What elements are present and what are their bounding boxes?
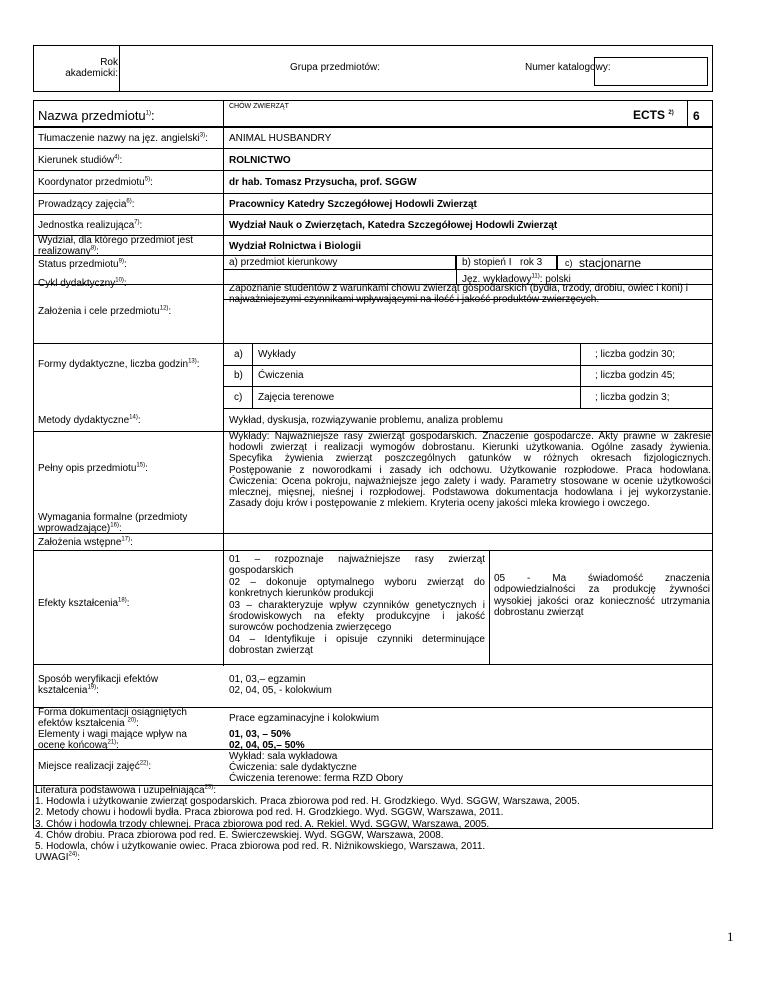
opis-line: Wykłady: Najważniejsze rasy zwierząt gospodarskich. Znaczenie gospodarcze. Akty prawne w zakresie (229, 431, 711, 442)
nazwa-label: Nazwa przedmiotu$^{1)}$: (38, 108, 155, 123)
formy-b-hours: ; liczba godzin 45; (595, 370, 676, 381)
status-c: c) (565, 258, 573, 268)
dokumentacja-value: Prace egzaminacyjne i kolokwium (229, 713, 380, 724)
efekty-left: 01 – rozpoznaje najważniejsze rasy zwierząt gospodarskich 02 – dokonuje optymalnego wyboru zwierząt do konkretnych kierunków produkcji 03 – charakteryzuje wpływ czynników genetycznych i środowiskowych na efekty produkcyjne i jakość surowców pochodzenia zwierzęcego 04 – Identyfikuje i opisuje czynniki determinujące dobrostan zwierząt (229, 554, 485, 657)
status-a: a) przedmiot kierunkowy (229, 257, 338, 268)
weryfikacja-value: 01, 03,– egzamin 02, 04, 05, - kolokwium (229, 674, 332, 696)
weryfikacja-label: Sposób weryfikacji efektów kształcenia$^{19)}$: (38, 674, 159, 696)
efekty-right: 05 - Ma świadomość znaczenia odpowiedzialności za produkcję żywności wysokiej jakości oraz konieczność utrzymania dobrostanu zwierząt (494, 573, 710, 619)
status-label: Status przedmiotu$^{9)}$: (38, 258, 127, 270)
zalozenia-text: Zapoznanie studentów z warunkami chowu zwierząt gospodarskich (bydła, trzody, drobiu, owiec i koni) i najważniejszymi czynnikami wpływającymi na ilość i jakość produktów zwierzęcych. (229, 283, 688, 305)
opis-label: Pełny opis przedmiotu$^{15)}$: (38, 462, 148, 474)
metody-label: Metody dydaktyczne$^{14)}$: (38, 414, 141, 426)
akademicki-label: akademicki: (65, 68, 118, 79)
status-rok: rok 3 (520, 257, 543, 268)
koordynator-value: dr hab. Tomasz Przysucha, prof. SGGW (229, 177, 417, 188)
zalozenia-label: Założenia i cele przedmiotu$^{12)}$: (38, 305, 172, 317)
numer-input-box[interactable] (594, 57, 708, 86)
formy-label: Formy dydaktyczne, liczba godzin$^{13)}$: (38, 358, 200, 370)
opis-line: mlecznej, mięsnej, nieśnej i rozpłodowej. Podstawowa dokumentacja hodowlana i jej wykorzystanie. (229, 487, 711, 499)
kierunek-value: ROLNICTWO (229, 155, 291, 166)
status-c-value: stacjonarne (579, 256, 642, 270)
uwagi-label: UWAGI$^{24)}$: (35, 851, 80, 864)
formy-a-letter: a) (234, 349, 243, 360)
nazwa-value: CHÓW ZWIERZĄT (229, 103, 289, 110)
efekty-label: Efekty kształcenia$^{18)}$: (38, 597, 130, 609)
literatura-item: 5. Hodowla, chów i użytkowanie owiec. Praca zbiorowa pod red. R. Niżnikowskiego, Warszawa, 2011. (35, 841, 486, 853)
wydzial-label: Wydział, dla którego przedmiot jest realizowany$^{8)}$: (38, 235, 193, 257)
prowadzacy-label: Prowadzący zajęcia$^{6)}$: (38, 198, 135, 210)
dokumentacja-label: Forma dokumentacji osiągniętych efektów kształcenia $^{20)}$: (38, 707, 187, 729)
page-number: 1 (727, 929, 734, 944)
formy-b-letter: b) (234, 370, 243, 381)
cykl-label: Cykl dydaktyczny$^{10)}$: (38, 277, 127, 289)
jednostka-label: Jednostka realizująca$^{7)}$: (38, 219, 143, 231)
ects-label: ECTS $^{2)}$ (633, 108, 674, 122)
metody-value: Wykład, dyskusja, rozwiązywanie problemu, analiza problemu (229, 415, 503, 426)
opis-text (229, 431, 711, 509)
opis-line: Postępowanie z noworodkami i zasady ich odchowu. Użytkowanie rozpłodowe. Praca hodowlana. (229, 464, 711, 476)
elementy-value: 01, 03, – 50% 02, 04, 05,– 50% (229, 729, 305, 751)
koordynator-label: Koordynator przedmiotu$^{5)}$: (38, 176, 153, 188)
miejsce-label: Miejsce realizacji zajęć$^{22)}$: (38, 760, 152, 772)
formy-b-name: Ćwiczenia (258, 370, 304, 381)
wymagania-label: Wymagania formalne (przedmioty wprowadzające)$^{16)}$: (38, 512, 188, 534)
numer-label: Numer katalogowy: (525, 62, 611, 73)
grupa-label: Grupa przedmiotów: (290, 62, 381, 73)
wydzial-value: Wydział Rolnictwa i Biologii (229, 241, 362, 252)
prowadzacy-value: Pracownicy Katedry Szczegółowej Hodowli Zwierząt (229, 199, 477, 210)
tlumaczenie-label: Tłumaczenie nazwy na jęz. angielski$^{3)}$: (38, 132, 208, 144)
formy-a-hours: ; liczba godzin 30; (595, 349, 676, 360)
miejsce-value: Wykład: sala wykładowa Ćwiczenia: sale dydaktyczne Ćwiczenia terenowe: ferma RZD Obory (229, 751, 403, 784)
opis-line: Ćwiczenia: Ocena pokroju, najważniejsze jego zalety i wady. Parametry stosowane w ocenie użytkowości (229, 475, 711, 487)
zal-wstepne-label: Założenia wstępne$^{17)}$: (38, 536, 133, 548)
literatura-item: 3. Chów i hodowla trzody chlewnej. Praca zbiorowa pod red. A. Rekiel. Wyd. SGGW, Warszawa, 2005. (35, 818, 490, 830)
literatura (35, 785, 711, 863)
jednostka-value: Wydział Nauk o Zwierzętach, Katedra Szczegółowej Hodowli Zwierząt (229, 220, 558, 231)
formy-a-name: Wykłady (258, 349, 296, 360)
literatura-label: Literatura podstawowa i uzupełniająca$^{23)}$: (35, 784, 217, 796)
literatura-item: 2. Metody chowu i hodowli bydła. Praca zbiorowa pod red. H. Grodzkiego. Wyd. SGGW, Warszawa, 2011. (35, 807, 504, 819)
formy-c-letter: c) (234, 392, 243, 403)
kierunek-label: Kierunek studiów$^{4)}$: (38, 154, 123, 166)
elementy-label: Elementy i wagi mające wpływ na ocenę końcową$^{21)}$: (38, 729, 187, 751)
literatura-item: 1. Hodowla i użytkowanie zwierząt gospodarskich. Praca zbiorowa pod red. H. Grodzkiego. Wyd. SGGW, Warszawa, 2005. (35, 796, 580, 808)
jezyk-value: Jęz. wykładowy$^{11)}$: polski (462, 273, 571, 285)
opis-line: Zasady doju krów i postępowanie z mlekiem. Kryteria oceny jakości mleka krowiego i owczego. (229, 498, 650, 510)
formy-c-name: Zajęcia terenowe (258, 392, 335, 403)
opis-line: Specyfika żywienia zwierząt poszczególnych gatunków w różnych okresach fizjologicznych. (229, 453, 711, 465)
opis-line: hodowli zwierząt i realizacji wymogów dobrostanu. Kierunki użytkowania. Ogólne zasady żywienia. (229, 442, 711, 454)
ects-value: 6 (693, 109, 700, 123)
literatura-item: 4. Chów drobiu. Praca zbiorowa pod red. E. Świerczewskiej. Wyd. SGGW, Warszawa, 2008. (35, 829, 444, 841)
tlumaczenie-value: ANIMAL HUSBANDRY (229, 133, 332, 144)
rok-label: Rok (100, 57, 118, 68)
status-b: b) stopień I (462, 257, 512, 268)
formy-c-hours: ; liczba godzin 3; (595, 392, 670, 403)
